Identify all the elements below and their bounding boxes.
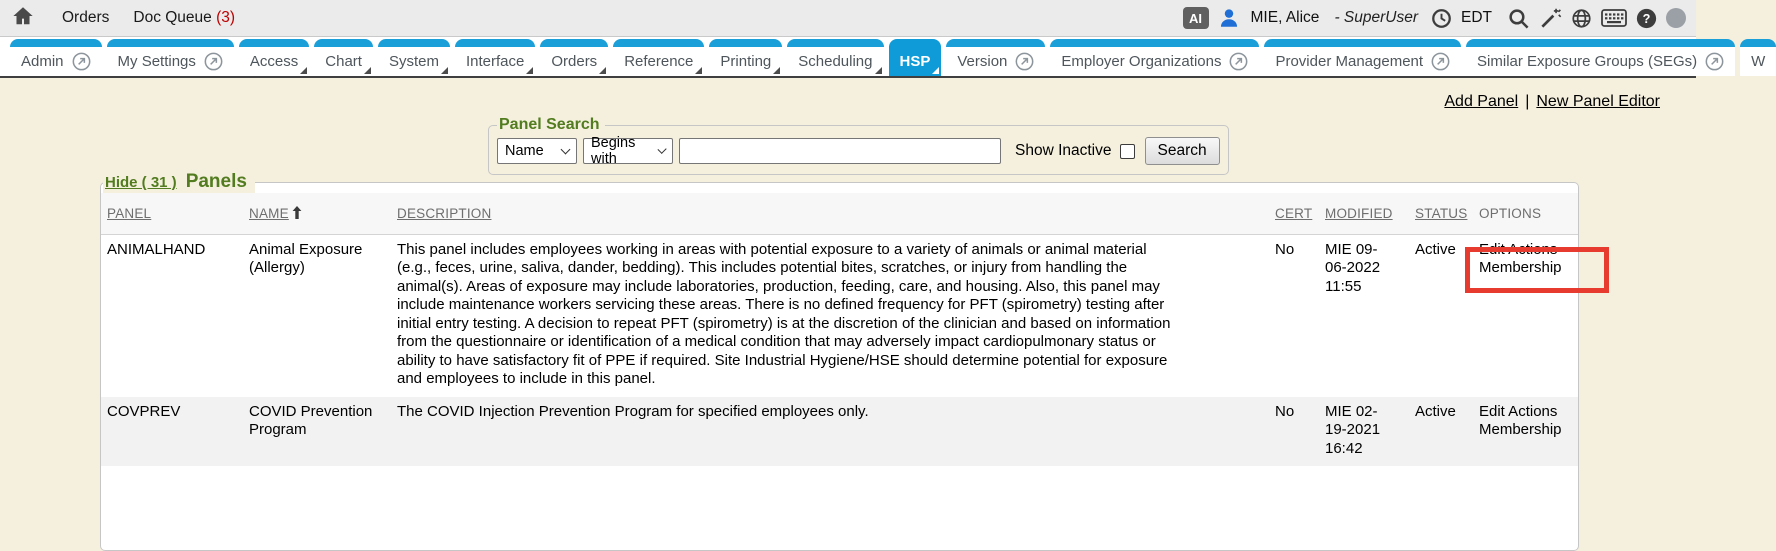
table-header-row <box>101 193 1578 235</box>
menu-corner-icon <box>599 67 606 74</box>
tab-provider-management[interactable]: Provider Management <box>1264 39 1461 76</box>
search-button[interactable]: Search <box>1145 137 1220 165</box>
search-icon[interactable] <box>1507 7 1530 30</box>
tab-chart[interactable]: Chart <box>314 39 373 76</box>
home-button[interactable] <box>12 5 34 32</box>
cell-options <box>1473 397 1578 467</box>
tab-employer-organizations[interactable]: Employer Organizations <box>1050 39 1259 76</box>
admin-tab-bar <box>0 37 1766 78</box>
ai-badge[interactable]: AI <box>1183 7 1209 29</box>
table-row <box>101 397 1578 467</box>
table-row <box>101 235 1578 397</box>
external-link-icon <box>1229 52 1248 71</box>
cell-name: COVID Prevention Program <box>243 397 391 467</box>
top-bar <box>0 0 1696 37</box>
clock-icon[interactable] <box>1431 8 1452 29</box>
show-inactive-label: Show Inactive <box>1015 142 1112 159</box>
cell-options <box>1473 235 1578 397</box>
external-link-icon <box>72 52 91 71</box>
menu-corner-icon <box>875 67 882 74</box>
tab-system[interactable]: System <box>378 39 450 76</box>
user-name[interactable]: MIE, Alice <box>1250 9 1320 26</box>
search-input[interactable] <box>679 138 1001 164</box>
tab-similar-exposure-groups[interactable]: Similar Exposure Groups (SEGs) <box>1466 39 1735 76</box>
doc-queue-count: (3) <box>216 9 236 26</box>
panels-table <box>101 193 1578 466</box>
tab-clipped-right[interactable]: W <box>1740 39 1776 76</box>
help-icon[interactable] <box>1636 8 1657 29</box>
keyboard-icon[interactable] <box>1601 9 1627 27</box>
external-link-icon <box>204 52 223 71</box>
membership-link[interactable]: Membership <box>1479 421 1562 438</box>
tab-interface[interactable]: Interface <box>455 39 535 76</box>
menu-corner-icon <box>441 67 448 74</box>
panels-fieldset <box>100 171 1579 551</box>
search-operator-select[interactable]: Begins with <box>583 138 673 164</box>
add-panel-link[interactable]: Add Panel <box>1444 93 1519 110</box>
edit-actions-link[interactable]: Edit Actions <box>1479 240 1558 258</box>
avatar[interactable] <box>1666 8 1686 28</box>
column-header-options: OPTIONS <box>1479 206 1542 221</box>
external-link-icon <box>1015 52 1034 71</box>
tab-orders[interactable]: Orders <box>540 39 608 76</box>
tab-printing[interactable]: Printing <box>709 39 782 76</box>
menu-corner-icon <box>932 67 939 74</box>
sort-ascending-icon <box>292 206 302 225</box>
page-content <box>0 80 1696 472</box>
cell-cert: No <box>1275 240 1295 258</box>
nav-orders[interactable]: Orders <box>62 9 110 26</box>
cell-description: The COVID Injection Prevention Program for specified employees only. <box>397 402 869 420</box>
home-icon <box>12 5 34 32</box>
external-link-icon <box>1431 52 1450 71</box>
cell-panel: COVPREV <box>101 397 243 467</box>
chevron-down-icon <box>561 145 571 155</box>
panels-title: Panels <box>185 171 247 192</box>
tab-version[interactable]: Version <box>946 39 1045 76</box>
tab-hsp-active[interactable]: HSP <box>889 39 942 76</box>
search-field-select[interactable]: Name <box>497 138 577 164</box>
tab-scheduling[interactable]: Scheduling <box>787 39 883 76</box>
nav-doc-queue[interactable]: Doc Queue (3) <box>133 9 236 26</box>
membership-link[interactable]: Membership <box>1479 259 1574 278</box>
cell-modified: MIE 09-06-2022 11:55 <box>1325 240 1381 295</box>
menu-corner-icon <box>526 67 533 74</box>
menu-corner-icon <box>773 67 780 74</box>
column-header-cert[interactable]: CERT <box>1275 206 1313 221</box>
tab-my-settings[interactable]: My Settings <box>107 39 234 76</box>
column-header-modified[interactable]: MODIFIED <box>1325 206 1393 221</box>
column-header-description[interactable]: DESCRIPTION <box>397 206 492 221</box>
panel-search-fieldset <box>488 116 1229 175</box>
edit-actions-link[interactable]: Edit Actions <box>1479 402 1558 420</box>
menu-corner-icon <box>364 67 371 74</box>
tab-admin[interactable]: Admin <box>10 39 102 76</box>
cell-panel: ANIMALHAND <box>107 240 206 258</box>
cell-modified: MIE 02-19-2021 16:42 <box>1325 402 1381 457</box>
user-role: - SuperUser <box>1334 9 1418 26</box>
link-separator: | <box>1525 93 1530 110</box>
cell-cert: No <box>1269 397 1319 467</box>
cell-name: Animal Exposure (Allergy) <box>249 240 363 276</box>
hide-count-link[interactable]: Hide ( 31 ) <box>105 174 177 191</box>
panel-search-legend: Panel Search <box>499 116 600 133</box>
user-icon <box>1218 7 1240 29</box>
timezone-label: EDT <box>1461 9 1492 26</box>
column-header-status[interactable]: STATUS <box>1415 206 1468 221</box>
menu-corner-icon <box>695 67 702 74</box>
cell-status: Active <box>1409 397 1473 467</box>
column-header-name[interactable]: NAME <box>249 206 289 221</box>
tab-reference[interactable]: Reference <box>613 39 704 76</box>
cell-status: Active <box>1415 240 1456 258</box>
tab-access[interactable]: Access <box>239 39 309 76</box>
menu-corner-icon <box>300 67 307 74</box>
svg-text:?: ? <box>1642 11 1651 26</box>
panels-legend <box>103 171 255 193</box>
panel-action-links <box>1444 93 1660 111</box>
globe-icon[interactable] <box>1571 8 1592 29</box>
new-panel-editor-link[interactable]: New Panel Editor <box>1536 93 1660 110</box>
wand-icon[interactable] <box>1539 7 1562 30</box>
cell-description: This panel includes employees working in areas with potential exposure to a variety of animals or animal material (e.g., feces, urine, saliva, dander, bedding). This includes potential bites, scratches, or injury from handling the animal(s). Areas of exposure may include laboratories, production, feeding, care, and housing. Also, this panel may include maintenance workers servicing these areas. There is no defined frequency for PFT (spirometry) testing after initial entry testing. A decision to repeat PFT (spirometry) is at the discretion of the clinician and based on information from the questionnaire or identification of a medical condition that may adversely impact cardiopulmonary status or ability to have satisfactory fit of PPE if required. Site Industrial Hygiene/HSE should determine potential for exposure and employees to include in this panel. <box>397 240 1171 387</box>
external-link-icon <box>1705 52 1724 71</box>
column-header-panel[interactable]: PANEL <box>107 206 152 221</box>
show-inactive-checkbox[interactable] <box>1120 144 1135 159</box>
